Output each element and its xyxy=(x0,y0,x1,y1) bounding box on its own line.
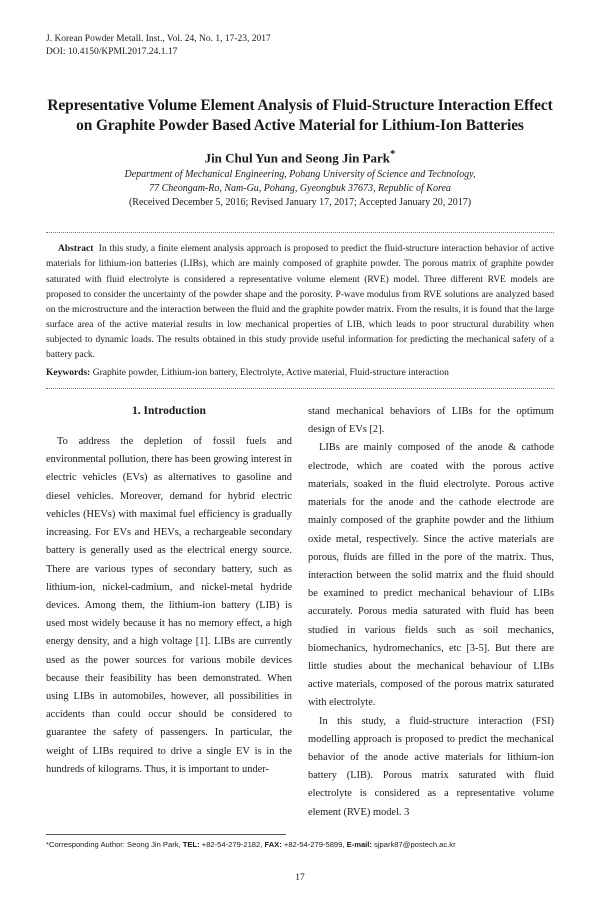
authors xyxy=(46,146,554,166)
abstract-text: In this study, a finite element analysis approach is proposed to predict the fluid-structure interaction behavior of active materials for lithium-ion batteries (LIBs), which are mainly composed of graphite powder. The porous matrix of graphite powder saturated with fluid electrolyte is considered a representative volume element (RVE) model. Three different RVE models are proposed to consider the uncertainty of the powder shape and the porosity. P-wave modulus from RVE solutions are analyzed based on the microstructure and the interaction between the fluid and the graphite powder matrix. From the results, it is found that the large surface area of the active material results in low mechanical properties of LIB, which leads to poor structural durability when subjected to dynamic loads. The results obtained in this study provide useful information for predicting the mechanical safety of a battery pack. xyxy=(46,244,555,360)
affiliation xyxy=(0,168,600,196)
author-names: Jin Chul Yun and Seong Jin Park xyxy=(204,150,391,166)
paragraph: In this study, a fluid-structure interaction (FSI) modelling approach is proposed to predict the mechanical behavior of the anode active materials for lithium-ion battery (LIB). Porous matrix saturated with fluid electrolyte is considered as a representative volume element (RVE) model. 3 xyxy=(308,715,554,818)
keywords-label: Keywords: xyxy=(46,368,91,379)
tel-value: +82-54-279-2182, xyxy=(199,839,265,849)
footnote xyxy=(46,840,554,850)
left-column xyxy=(46,403,292,822)
journal-header xyxy=(46,33,554,58)
page-number: 17 xyxy=(295,872,305,883)
body-columns xyxy=(46,403,554,822)
email-value: sjpark87@postech.ac.kr xyxy=(371,839,456,849)
paragraph: LIBs are mainly composed of the anode & cathode electrode, which are coated with the porous active materials, soaked in the fluid electrolyte. Porous active materials for the anode and the cathode electrode are mainly composed of the graphite powder and the lithium oxide metal, respectively. Since the active materials are porous, fluids are filled in the pore of the matrix. Thus, interaction between the solid matrix and the fluid should be examined to predict mechanical behaviour of LIBs accurately. Porous media saturated with fluid has been studied in various fields such as soil mechanics, biomechanics, hydromechanics, etc [3-5]. But there are little studies about the mechanical behaviour of LIBs active materials, composed of the porous matrix saturated with electrolyte. xyxy=(308,442,554,709)
right-column xyxy=(308,403,554,822)
email-label: E-mail: xyxy=(346,839,372,849)
footnote-rule xyxy=(46,834,286,835)
paper-title xyxy=(20,96,580,135)
abstract-label: Abstract xyxy=(58,244,94,255)
divider-top xyxy=(46,232,554,233)
title-line-2: on Graphite Powder Based Active Material for Lithium-Ion Batteries xyxy=(76,116,524,134)
fax-value: +82-54-279-5899, xyxy=(281,839,347,849)
paragraph: To address the depletion of fossil fuels and environmental pollution, there has been growing interest in electric vehicles (EVs) as alternatives to gasoline and diesel vehicles. Moreover, demand for hybrid electric vehicles (HEVs) with maximal fuel efficiency is gradually increasing. For EVs and HEVs, a rechargeable secondary battery is generally used as the electrical energy source. There are various types of secondary battery, such as lithium-ion, nickel-cadmium, and nickel-metal hydride devices. Among them, the lithium-ion battery (LIB) is used most widely because it has no memory effect, a high energy density, and a high voltage [1]. LIBs are currently used as the power sources for various mobile devices because their feasibility has been demonstrated. When using LIBs in automobiles, however, all possibilities in accidents than could occur should be considered to guarantee the safety of passengers. In particular, the weight of LIBs required to drive a single EV is in the hundreds of kilograms. Thus, it is important to under- xyxy=(46,436,292,775)
keywords xyxy=(46,367,554,380)
paragraph: stand mechanical behaviors of LIBs for the optimum design of EVs [2]. xyxy=(308,406,554,436)
affiliation-line-1: Department of Mechanical Engineering, Pohang University of Science and Technology, xyxy=(124,169,476,181)
keywords-text: Graphite powder, Lithium-ion battery, Electrolyte, Active material, Fluid-structure interaction xyxy=(92,368,449,379)
doi: DOI: 10.4150/KPMI.2017.24.1.17 xyxy=(46,46,178,57)
received-dates: (Received December 5, 2016; Revised January 17, 2017; Accepted January 20, 2017) xyxy=(128,197,472,209)
title-line-1: Representative Volume Element Analysis of Fluid-Structure Interaction Effect xyxy=(47,97,553,114)
section-heading: 1. Introduction xyxy=(132,405,206,418)
abstract xyxy=(46,242,554,363)
fax-label: FAX: xyxy=(264,839,282,849)
footnote-area xyxy=(46,834,554,850)
affiliation-line-2: 77 Cheongam-Ro, Nam-Gu, Pohang, Gyeongbuk 37673, Republic of Korea xyxy=(149,183,451,195)
tel-label: TEL: xyxy=(182,839,200,849)
journal-citation: J. Korean Powder Metall. Inst., Vol. 24, No. 1, 17-23, 2017 xyxy=(46,34,271,44)
corresponding-mark: * xyxy=(390,148,396,160)
footnote-author: *Corresponding Author: Seong Jin Park, xyxy=(46,839,183,849)
divider-bottom xyxy=(46,388,554,389)
